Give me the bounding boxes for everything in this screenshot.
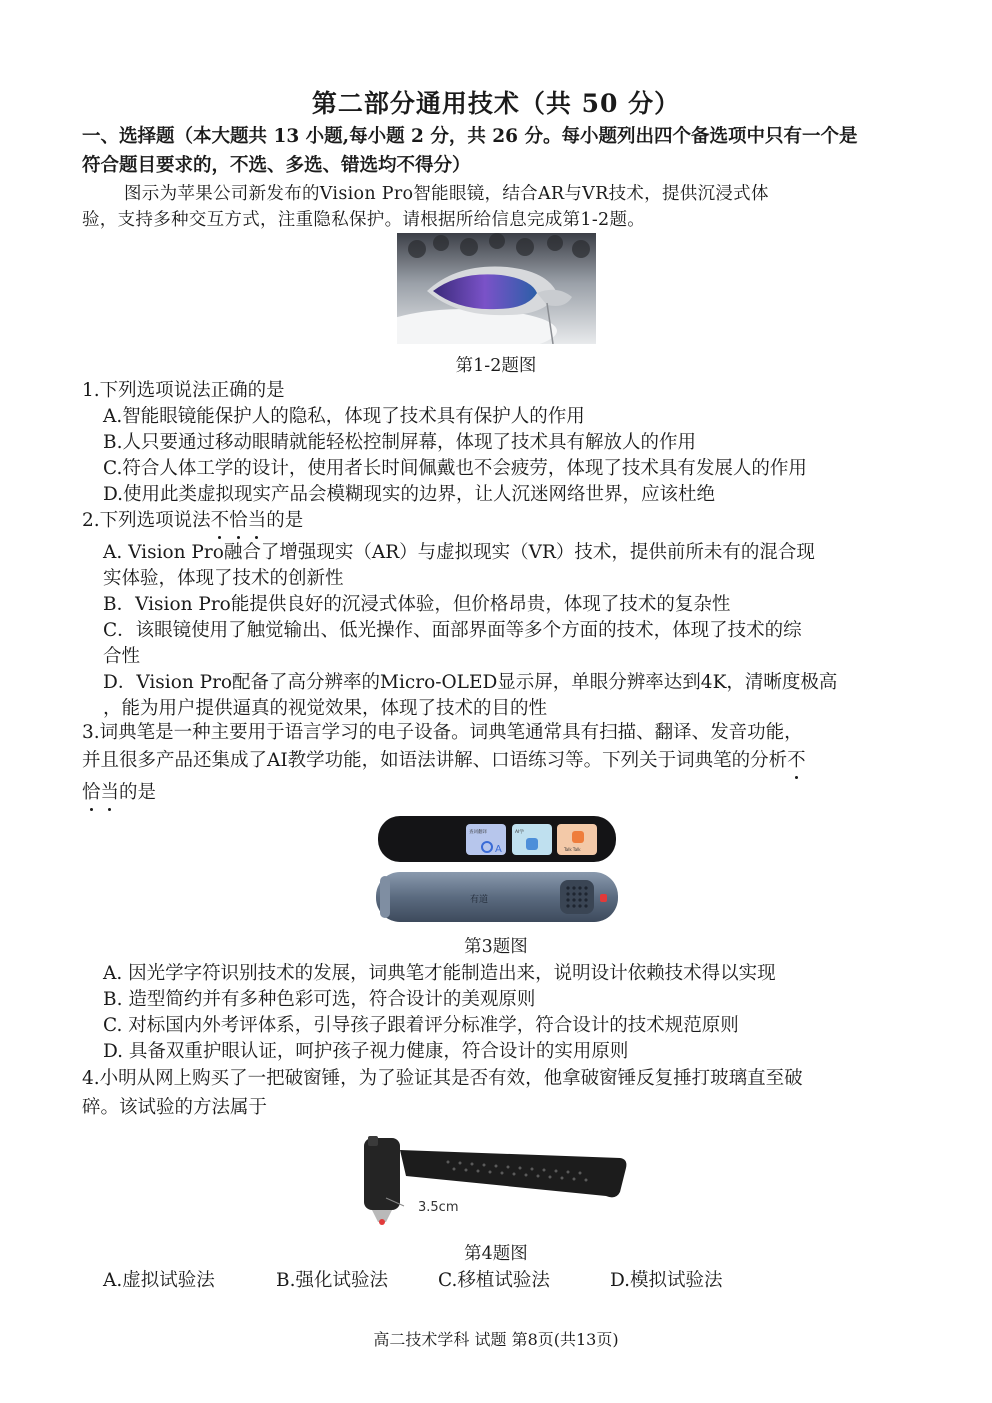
intro-line1: 图示为苹果公司新发布的Vision Pro智能眼镜，结合AR与VR技术，提供沉浸式体 [124, 184, 769, 204]
q4-option-c: C.移植试验法 [438, 1270, 550, 1291]
q4-option-d: D.模拟试验法 [610, 1270, 723, 1291]
q3-option-d: D. 具备双重护眼认证，呵护孩子视力健康，符合设计的实用原则 [103, 1041, 629, 1062]
q2-stem-pre: 2.下列选项说法 [82, 510, 211, 531]
figure-3-caption: 第3题图 [464, 937, 528, 957]
section-heading-line2: 符合题目要求的，不选、多选、错选均不得分） [82, 155, 471, 176]
q2-option-a-line2: 实体验，体现了技术的创新性 [103, 568, 344, 589]
q1-option-a: A.智能眼镜能保护人的隐私，体现了技术具有保护人的作用 [103, 406, 585, 427]
emphasis-char: 恰 [229, 506, 248, 532]
q3-stem-line1: 3.词典笔是一种主要用于语言学习的电子设备。词典笔通常具有扫描、翻译、发音功能， [82, 722, 803, 743]
page-footer: 高二技术学科 试题 第8页(共13页) [373, 1330, 619, 1349]
q4-option-a: A.虚拟试验法 [103, 1270, 215, 1291]
pen-ui-card4: Talk Talk [564, 847, 581, 852]
safety-hammer-figure [358, 1132, 634, 1228]
q3-option-a: A. 因光学字符识别技术的发展，词典笔才能制造出来，说明设计依赖技术得以实现 [103, 963, 776, 984]
q1-option-b: B.人只要通过移动眼睛就能轻松控制屏幕，体现了技术具有解放人的作用 [103, 432, 696, 453]
q2-option-c-line2: 合性 [103, 646, 141, 667]
q1-option-c: C.符合人体工学的设计，使用者长时间佩戴也不会疲劳，体现了技术具有发展人的作用 [103, 458, 807, 479]
pen-ui-card2: AI学 [515, 830, 524, 835]
section-heading-line1: 一、选择题（本大题共 13 小题,每小题 2 分，共 26 分。每小题列出四个备选项中只有一个是 [82, 126, 858, 147]
svg-text:A: A [495, 844, 502, 855]
vision-pro-figure [397, 233, 596, 344]
q3-stem-line2 [82, 746, 806, 772]
q3-stem-line3 [82, 778, 156, 804]
emphasis-char: 不 [211, 506, 230, 532]
intro-line2: 验，支持多种交互方式，注重隐私保护。请根据所给信息完成第1-2题。 [82, 210, 646, 230]
q3-option-b: B. 造型简约并有多种色彩可选，符合设计的美观原则 [103, 989, 536, 1010]
q3-stem-line3-text: 的是 [119, 782, 157, 803]
page-title: 第二部分通用技术（共 50 分） [311, 89, 681, 118]
q1-stem: 1.下列选项说法正确的是 [82, 380, 285, 401]
q2-option-a-line1: A. Vision Pro融合了增强现实（AR）与虚拟现实（VR）技术，提供前所未有的混合现 [103, 542, 815, 563]
dictionary-pen-figure [374, 814, 620, 924]
q3-option-c: C. 对标国内外考评体系，引导孩子跟着评分标准学，符合设计的技术规范原则 [103, 1015, 739, 1036]
emphasis-char: 不 [787, 746, 806, 772]
q4-stem-line1: 4.小明从网上购买了一把破窗锤，为了验证其是否有效，他拿破窗锤反复捶打玻璃直至破 [82, 1068, 803, 1089]
figure-1-2-caption: 第1-2题图 [455, 356, 537, 376]
emphasis-char: 恰 [82, 778, 101, 804]
q2-option-d-line1: D．Vision Pro配备了高分辨率的Micro-OLED显示屏，单眼分辨率达到4K，清晰度极高 [103, 672, 838, 693]
q2-option-b: B．Vision Pro能提供良好的沉浸式体验，但价格昂贵，体现了技术的复杂性 [103, 594, 731, 615]
figure-4-caption: 第4题图 [464, 1244, 528, 1264]
pen-brand-logo: 有道 [470, 895, 489, 905]
q1-option-d: D.使用此类虚拟现实产品会模糊现实的边界，让人沉迷网络世界，应该杜绝 [103, 484, 716, 505]
q2-stem-post: 的是 [266, 510, 304, 531]
q4-stem-line2: 碎。该试验的方法属于 [82, 1097, 268, 1118]
q2-option-c-line1: C．该眼镜使用了触觉输出、低光操作、面部界面等多个方面的技术，体现了技术的综 [103, 620, 802, 641]
emphasis-char: 当 [101, 778, 120, 804]
q4-option-b: B.强化试验法 [276, 1270, 388, 1291]
hammer-dimension-label: 3.5cm [418, 1200, 459, 1215]
q2-stem [82, 506, 303, 532]
q2-option-d-line2: ，能为用户提供逼真的视觉效果，体现了技术的目的性 [103, 698, 548, 719]
emphasis-char: 当 [248, 506, 267, 532]
pen-ui-card1: 查词翻译 [469, 830, 487, 835]
q3-stem-line2-text: 并且很多产品还集成了AI教学功能，如语法讲解、口语练习等。下列关于词典笔的分析 [82, 750, 788, 771]
